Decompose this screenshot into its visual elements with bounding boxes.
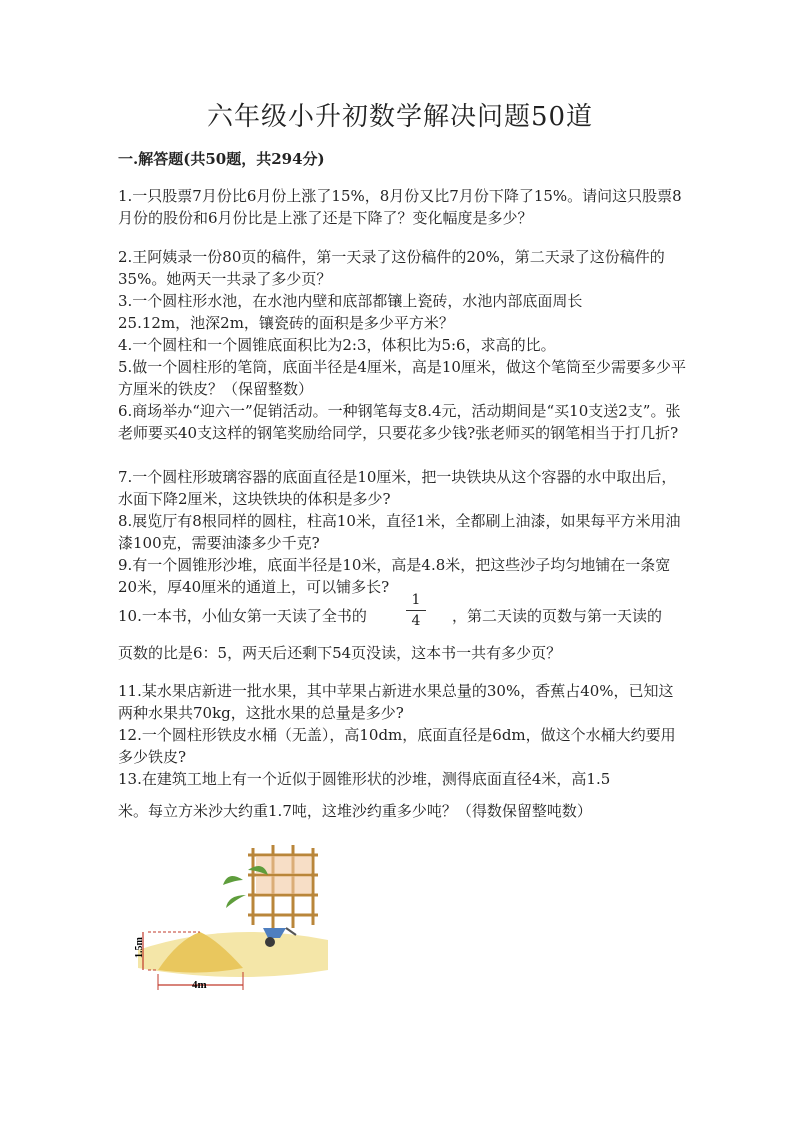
question-10-part-2: ，第二天读的页数与第一天读的 [452,607,663,625]
question-9: 9.有一个圆锥形沙堆，底面半径是10米，高是4.8米，把这些沙子均匀地铺在一条宽20米，厚40厘米的通道上，可以铺多长? [118,556,671,596]
fraction-numerator: 1 [411,592,421,608]
section-heading: 一.解答题(共50题，共294分) [118,150,325,168]
question-10-part-1: 10.一本书，小仙女第一天读了全书的 [118,607,367,625]
fraction-bar [406,610,426,611]
question-13-line-1: 13.在建筑工地上有一个近似于圆锥形状的沙堆，测得底面直径4米，高1.5 [118,770,611,788]
question-4: 4.一个圆柱和一个圆锥底面积比为2:3，体积比为5:6，求高的比。 [118,336,556,354]
wall [256,876,311,894]
question-2: 2.王阿姨录一份80页的稿件，第一天录了这份稿件的20%，第二天录了这份稿件的35%。她两天一共录了多少页？ [118,248,665,288]
question-6: 6.商场举办“迎六一”促销活动。一种钢笔每支8.4元，活动期间是“买10支送2支”。张老师要买40支这样的钢笔奖励给同学，只要花多少钱?张老师买的钢笔相当于打几折? [118,402,681,442]
sand-pile-illustration [128,840,328,1005]
page-title: 六年级小升初数学解决问题50道 [206,102,594,132]
question-12: 12.一个圆柱形铁皮水桶（无盖），高10dm，底面直径是6dm，做这个水桶大约要用多少铁皮? [118,726,676,766]
question-13-line-2: 米。每立方米沙大约重1.7吨，这堆沙约重多少吨？（得数保留整吨数） [118,802,592,820]
question-10-part-3: 页数的比是6：5，两天后还剩下54页没读，这本书一共有多少页？ [118,644,562,662]
width-label: 4m [192,979,207,991]
fraction-denominator: 4 [411,613,421,629]
sand-pile-figure [128,840,328,1005]
question-3-line-2: 25.12m，池深2m，镶瓷砖的面积是多少平方米？ [118,314,454,332]
fraction-one-quarter [406,592,426,629]
question-8: 8.展览厅有8根同样的圆柱，柱高10米，直径1米，全都刷上油漆，如果每平方米用油漆100克，需要油漆多少千克? [118,512,681,552]
question-5: 5.做一个圆柱形的笔筒，底面半径是4厘米，高是10厘米，做这个笔筒至少需要多少平方厘米的铁皮？（保留整数） [118,358,686,398]
question-7: 7.一个圆柱形玻璃容器的底面直径是10厘米，把一块铁块从这个容器的水中取出后，水面下降2厘米，这块铁块的体积是多少? [118,468,677,508]
question-11: 11.某水果店新进一批水果，其中苹果占新进水果总量的30%，香蕉占40%，已知这两种水果共70kg，这批水果的总量是多少? [118,682,674,722]
question-3-line-1: 3.一个圆柱形水池，在水池内壁和底部都镶上瓷砖，水池内部底面周长 [118,292,583,310]
question-1: 1.一只股票7月份比6月份上涨了15%，8月份又比7月份下降了15%。请问这只股票8月份的股份和6月份比是上涨了还是下降了？变化幅度是多少？ [118,187,682,227]
height-label: 1.5m [134,937,145,958]
